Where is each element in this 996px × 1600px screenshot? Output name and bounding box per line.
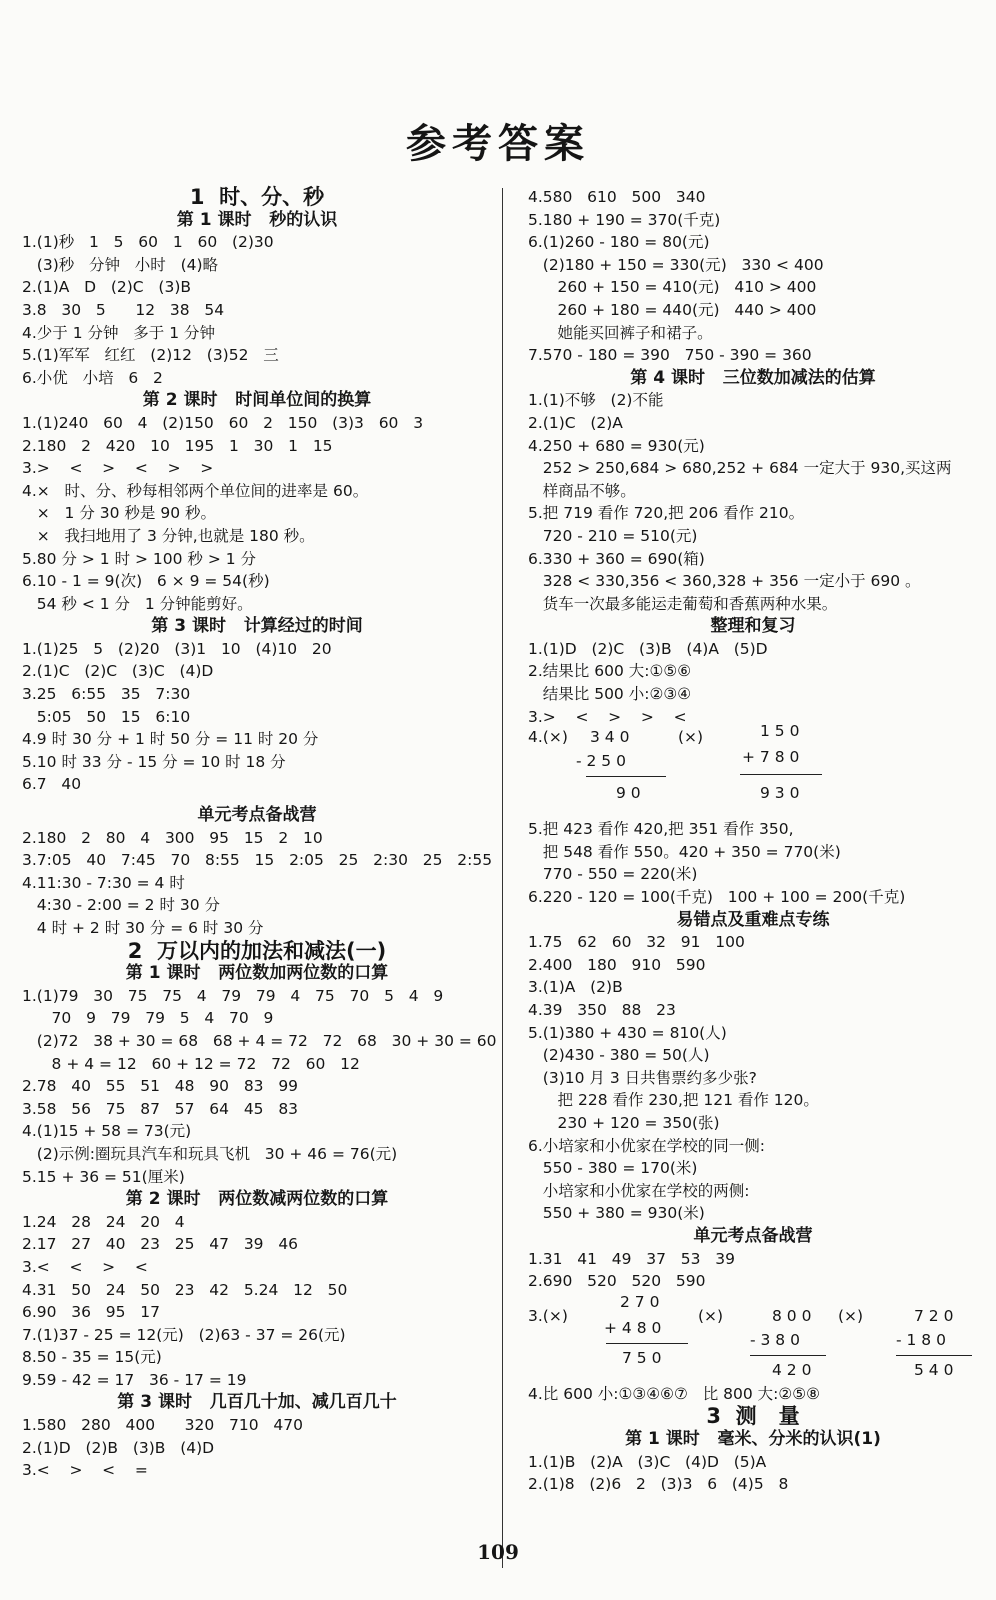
section-heading: 3 测 量	[706, 1404, 800, 1429]
vertical-calc-group-2	[528, 1293, 978, 1383]
answer-line: × 我扫地用了 3 分钟,也就是 180 秒。	[22, 526, 315, 545]
answer-line: 4.少于 1 分钟 多于 1 分钟	[22, 323, 216, 342]
answer-line: 她能买回裤子和裙子。	[528, 323, 713, 342]
lesson-heading: 第 1 课时 两位数加两位数的口算	[125, 963, 389, 984]
answer-line: 260 + 180 = 440(元) 440 > 400	[528, 300, 817, 319]
lesson-heading: 第 2 课时 两位数减两位数的口算	[125, 1189, 389, 1210]
vert-label: (×)	[698, 1306, 724, 1325]
answer-line: 2.180 2 80 4 300 95 15 2 10	[22, 828, 323, 847]
answer-line: 6.90 36 95 17	[22, 1303, 161, 1322]
answer-line: 2.(1)C (2)A	[528, 413, 623, 432]
answer-line: 54 秒 < 1 分 1 分钟能剪好。	[22, 594, 253, 613]
answer-line: 2.78 40 55 51 48 90 83 99	[22, 1077, 299, 1096]
lesson-heading: 单元考点备战营	[197, 805, 317, 826]
answer-line: × 1 分 30 秒是 90 秒。	[22, 504, 216, 523]
answer-line: 8.50 - 35 = 15(元)	[22, 1348, 162, 1367]
answer-line: 结果比 500 小:②③④	[528, 685, 692, 704]
answer-line: 5.180 + 190 = 370(千克)	[528, 210, 721, 229]
answer-line: (2)72 38 + 30 = 68 68 + 4 = 72 72 68 30 + 30 = 60	[22, 1031, 497, 1050]
vertical-calc-group-1	[528, 722, 978, 818]
vert-result: 9 3 0	[760, 784, 800, 803]
answer-line: 3.(1)A (2)B	[528, 978, 623, 997]
vert-operand: 1 5 0	[760, 722, 800, 741]
vert-result: 5 4 0	[914, 1360, 954, 1379]
answer-line: 1.(1)25 5 (2)20 (3)1 10 (4)10 20	[22, 639, 332, 658]
answer-line: 5.(1)380 + 430 = 810(人)	[528, 1023, 727, 1042]
answer-line: 70 9 79 79 5 4 70 9	[22, 1009, 274, 1028]
vert-rule	[750, 1355, 826, 1356]
answer-line: 4.11:30 - 7:30 = 4 时	[22, 873, 185, 892]
answer-line: 把 548 看作 550。420 + 350 = 770(米)	[528, 842, 841, 861]
answer-line: 4.× 时、分、秒每相邻两个单位间的进率是 60。	[22, 481, 369, 500]
answer-line: 5.(1)军军 红红 (2)12 (3)52 三	[22, 346, 279, 365]
answer-line: (2)示例:圈玩具汽车和玩具飞机 30 + 46 = 76(元)	[22, 1144, 398, 1163]
vert-operand: 2 7 0	[620, 1292, 660, 1311]
right-section-c	[528, 1383, 978, 1496]
vert-rule	[606, 1343, 688, 1344]
right-section-a	[528, 186, 978, 728]
answer-line: 770 - 550 = 220(米)	[528, 865, 698, 884]
answer-line: 4:30 - 2:00 = 2 时 30 分	[22, 896, 221, 915]
answer-line: 2.(1)A D (2)C (3)B	[22, 278, 191, 297]
vert-operand: - 2 5 0	[576, 752, 626, 771]
answer-line: (2)180 + 150 = 330(元) 330 < 400	[528, 255, 824, 274]
page-title: 参考答案	[406, 120, 590, 167]
left-column	[22, 185, 497, 1482]
vert-operand: 7 2 0	[914, 1306, 954, 1325]
right-section-b	[528, 818, 978, 1292]
answer-line: 6.小优 小培 6 2	[22, 368, 163, 387]
vert-label: 3.(×)	[528, 1306, 568, 1325]
right-column	[528, 186, 978, 1496]
answer-line: 2.400 180 910 590	[528, 955, 706, 974]
answer-line: 5.把 423 看作 420,把 351 看作 350,	[528, 820, 794, 839]
spacer	[22, 796, 492, 804]
page-number: 109	[477, 1540, 519, 1564]
answer-line: 1.31 41 49 37 53 39	[528, 1249, 736, 1268]
answer-line: 小培家和小优家在学校的两侧:	[528, 1181, 750, 1200]
lesson-heading: 易错点及重难点专练	[676, 909, 830, 930]
answer-line: 3.8 30 5 12 38 54	[22, 300, 225, 319]
answer-line: 2.结果比 600 大:①⑤⑥	[528, 662, 692, 681]
column-divider	[502, 188, 503, 1568]
lesson-heading: 第 1 课时 毫米、分米的认识(1)	[625, 1428, 881, 1449]
lesson-heading: 第 1 课时 秒的认识	[176, 209, 338, 230]
answer-line: 4.31 50 24 50 23 42 5.24 12 50	[22, 1280, 348, 1299]
answer-line: 8 + 4 = 12 60 + 12 = 72 72 60 12	[22, 1054, 360, 1073]
vert-operand: 8 0 0	[772, 1306, 812, 1325]
answer-line: 7.(1)37 - 25 = 12(元) (2)63 - 37 = 26(元)	[22, 1325, 346, 1344]
answer-line: 5.15 + 36 = 51(厘米)	[22, 1167, 185, 1186]
answer-line: 3.> < > < > >	[22, 459, 214, 478]
vert-label: (×)	[678, 728, 704, 747]
answer-line: 5.80 分 > 1 时 > 100 秒 > 1 分	[22, 549, 257, 568]
answer-line: 2.690 520 520 590	[528, 1272, 706, 1291]
lesson-heading: 第 3 课时 计算经过的时间	[151, 616, 363, 637]
answer-line: 4 时 + 2 时 30 分 = 6 时 30 分	[22, 919, 264, 937]
answer-line: 3.7:05 40 7:45 70 8:55 15 2:05 25 2:30 25 2:55	[22, 851, 493, 870]
answer-line: 6.220 - 120 = 100(千克) 100 + 100 = 200(千克)	[528, 888, 906, 907]
answer-line: 6.7 40	[22, 775, 82, 794]
answer-line: 720 - 210 = 510(元)	[528, 526, 698, 545]
answer-line: 4.9 时 30 分 + 1 时 50 分 = 11 时 20 分	[22, 730, 319, 749]
vert-operand: + 4 8 0	[604, 1318, 662, 1337]
vert-rule	[586, 776, 666, 777]
vert-label: (×)	[838, 1306, 864, 1325]
answer-line: 2.180 2 420 10 195 1 30 1 15	[22, 436, 333, 455]
lesson-heading: 第 3 课时 几百几十加、减几百几十	[117, 1392, 397, 1413]
answer-line: 3.58 56 75 87 57 64 45 83	[22, 1099, 299, 1118]
answer-line: 4.比 600 小:①③④⑥⑦ 比 800 大:②⑤⑧	[528, 1384, 821, 1403]
answer-line: 4.39 350 88 23	[528, 1001, 676, 1019]
answer-line: 550 - 380 = 170(米)	[528, 1159, 698, 1178]
vert-result: 4 2 0	[772, 1360, 812, 1379]
lesson-heading: 第 2 课时 时间单位间的换算	[142, 390, 372, 411]
answer-line: (3)秒 分钟 小时 (4)略	[22, 255, 219, 274]
answer-line: 4.580 610 500 340	[528, 188, 706, 206]
answer-line: 1.(1)240 60 4 (2)150 60 2 150 (3)3 60 3	[22, 413, 424, 432]
answer-line: 1.(1)秒 1 5 60 1 60 (2)30	[22, 233, 274, 252]
answer-line: 2.(1)8 (2)6 2 (3)3 6 (4)5 8	[528, 1475, 789, 1494]
answer-line: 6.(1)260 - 180 = 80(元)	[528, 233, 710, 252]
answer-line: 3.25 6:55 35 7:30	[22, 685, 191, 704]
vert-operand: - 3 8 0	[750, 1330, 800, 1349]
vert-result: 7 5 0	[622, 1348, 662, 1367]
answer-line: 6.10 - 1 = 9(次) 6 × 9 = 54(秒)	[22, 572, 270, 591]
answer-line: 6.小培家和小优家在学校的同一侧:	[528, 1136, 766, 1155]
vert-operand: 3 4 0	[590, 728, 630, 747]
vert-label: 4.(×)	[528, 728, 568, 747]
answer-line: 1.(1)D (2)C (3)B (4)A (5)D	[528, 639, 768, 658]
section-heading: 2 万以内的加法和减法(一)	[127, 938, 387, 963]
vert-operand: - 1 8 0	[896, 1330, 946, 1349]
answer-line: 样商品不够。	[528, 481, 636, 500]
answer-line: 3.< < > <	[22, 1257, 148, 1276]
vert-result: 9 0	[616, 784, 641, 803]
answer-line: 4.(1)15 + 58 = 73(元)	[22, 1122, 192, 1141]
answer-line: 3.> < > > <	[528, 707, 687, 726]
answer-line: 5.10 时 33 分 - 15 分 = 10 时 18 分	[22, 752, 286, 771]
lesson-heading: 第 4 课时 三位数加减法的估算	[630, 367, 876, 388]
answer-line: (2)430 - 380 = 50(人)	[528, 1046, 710, 1065]
lesson-heading: 单元考点备战营	[693, 1225, 813, 1246]
answer-line: 2.(1)D (2)B (3)B (4)D	[22, 1438, 215, 1457]
answer-line: 328 < 330,356 < 360,328 + 356 一定小于 690 。	[528, 572, 921, 591]
answer-line: 6.330 + 360 = 690(箱)	[528, 549, 705, 568]
answer-line: 货车一次最多能运走葡萄和香蕉两种水果。	[528, 594, 838, 613]
answer-line: 7.570 - 180 = 390 750 - 390 = 360	[528, 346, 812, 365]
answer-line: 5:05 50 15 6:10	[22, 707, 191, 726]
answer-line: 9.59 - 42 = 17 36 - 17 = 19	[22, 1370, 247, 1389]
lesson-heading: 整理和复习	[710, 616, 796, 637]
section-heading: 1 时、分、秒	[189, 185, 325, 209]
answer-line: 1.(1)不够 (2)不能	[528, 391, 664, 410]
answer-line: (3)10 月 3 日共售票约多少张?	[528, 1068, 757, 1087]
answer-line: 2.17 27 40 23 25 47 39 46	[22, 1235, 299, 1254]
answer-line: 550 + 380 = 930(米)	[528, 1204, 705, 1223]
answer-line: 252 > 250,684 > 680,252 + 684 一定大于 930,买这两	[528, 459, 952, 478]
answer-line: 2.(1)C (2)C (3)C (4)D	[22, 662, 214, 681]
vert-rule	[740, 774, 822, 775]
answer-line: 230 + 120 = 350(张)	[528, 1113, 720, 1132]
answer-line: 1.24 28 24 20 4	[22, 1212, 185, 1231]
answer-line: 1.(1)79 30 75 75 4 79 79 4 75 70 5 4 9	[22, 986, 444, 1005]
vert-operand: + 7 8 0	[742, 748, 800, 767]
answer-line: 3.< > < =	[22, 1461, 148, 1480]
answer-line: 260 + 150 = 410(元) 410 > 400	[528, 278, 817, 297]
answer-line: 1.75 62 60 32 91 100	[528, 933, 745, 952]
answer-line: 1.(1)B (2)A (3)C (4)D (5)A	[528, 1452, 767, 1471]
vert-rule	[896, 1355, 972, 1356]
answer-line: 5.把 719 看作 720,把 206 看作 210。	[528, 504, 805, 523]
answer-line: 1.580 280 400 320 710 470	[22, 1416, 303, 1435]
answer-line: 4.250 + 680 = 930(元)	[528, 436, 705, 455]
answer-line: 把 228 看作 230,把 121 看作 120。	[528, 1091, 819, 1110]
